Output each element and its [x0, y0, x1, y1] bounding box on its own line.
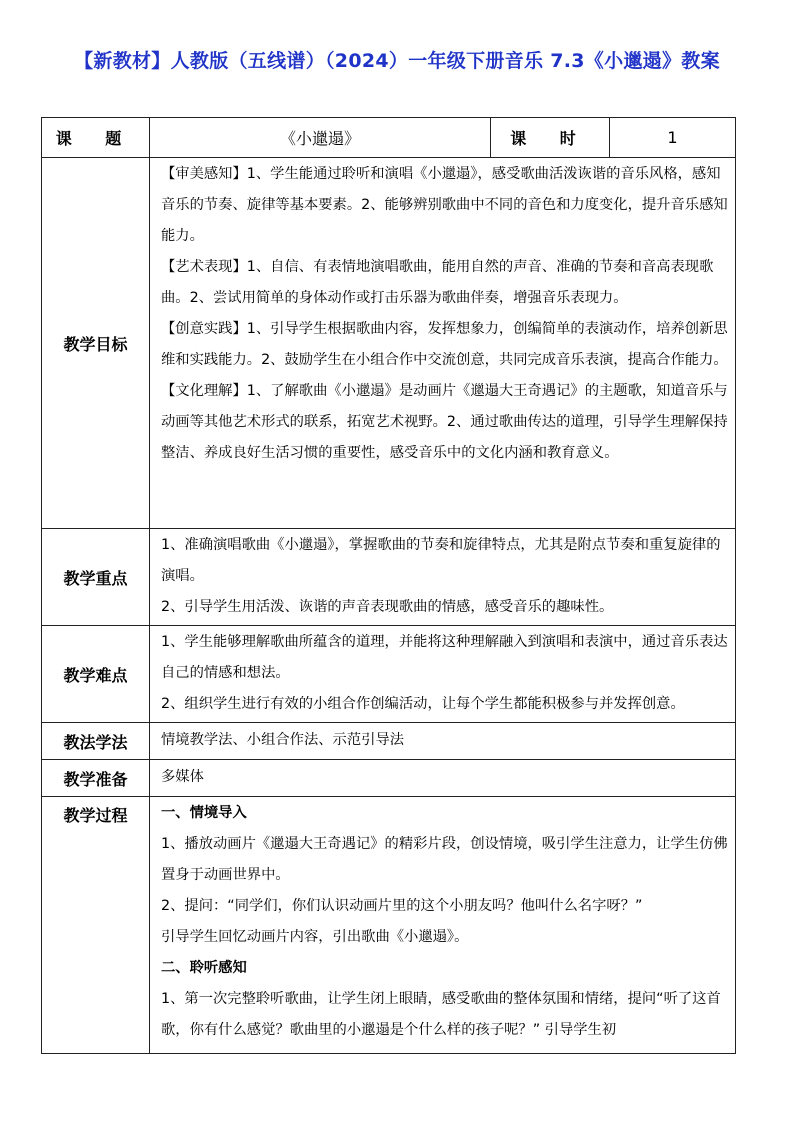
document-title: 【新教材】人教版（五线谱）（2024）一年级下册音乐 7.3《小邋遢》教案	[74, 50, 720, 72]
preparation-value: 多媒体	[150, 760, 736, 797]
methods-row	[42, 723, 736, 760]
key-points-content	[150, 529, 736, 626]
key-point-item: 2、引导学生用活泼、诙谐的声音表现歌曲的情感，感受音乐的趣味性。	[161, 599, 614, 615]
process-item: 2、提问：“同学们，你们认识动画片里的这个小朋友吗？他叫什么名字呀？”	[161, 898, 643, 914]
preparation-row	[42, 760, 736, 797]
section-title: 二、聆听感知	[161, 960, 247, 976]
section-title: 一、情境导入	[161, 805, 247, 821]
process-row	[42, 797, 736, 1054]
process-item: 引导学生回忆动画片内容，引出歌曲《小邋遢》。	[161, 929, 469, 945]
key-points-row	[42, 529, 736, 626]
objectives-row	[42, 158, 736, 529]
objectives-content	[150, 158, 736, 529]
period-value: 1	[610, 118, 736, 158]
objective-culture: 【文化理解】1、了解歌曲《小邋遢》是动画片《邋遢大王奇遇记》的主题歌，知道音乐与动画等其他艺术形式的联系，拓宽艺术视野。2、通过歌曲传达的道理，引导学生理解保持整洁、养成良好生活习惯的重要性，感受音乐中的文化内涵和教育意义。	[161, 383, 728, 461]
objective-creative: 【创意实践】1、引导学生根据歌曲内容，发挥想象力，创编简单的表演动作，培养创新思维和实践能力。2、鼓励学生在小组合作中交流创意，共同完成音乐表演，提高合作能力。	[161, 321, 728, 368]
objective-aesthetic: 【审美感知】1、学生能通过聆听和演唱《小邋遢》，感受歌曲活泼诙谐的音乐风格，感知音乐的节奏、旋律等基本要素。2、能够辨别歌曲中不同的音色和力度变化，提升音乐感知能力。	[161, 166, 728, 244]
topic-value: 《小邋遢》	[150, 118, 491, 158]
topic-label: 课 题	[42, 118, 150, 158]
process-label: 教学过程	[42, 797, 150, 1054]
difficulty-item: 1、学生能够理解歌曲所蕴含的道理，并能将这种理解融入到演唱和表演中，通过音乐表达自己的情感和想法。	[161, 634, 728, 681]
process-item: 1、播放动画片《邋遢大王奇遇记》的精彩片段，创设情境，吸引学生注意力，让学生仿佛置身于动画世界中。	[161, 836, 728, 883]
methods-value: 情境教学法、小组合作法、示范引导法	[150, 723, 736, 760]
objective-expression: 【艺术表现】1、自信、有表情地演唱歌曲，能用自然的声音、准确的节奏和音高表现歌曲。2、尝试用简单的身体动作或打击乐器为歌曲伴奏，增强音乐表现力。	[161, 259, 714, 306]
difficulties-content	[150, 626, 736, 723]
objectives-label: 教学目标	[42, 158, 150, 529]
lesson-plan-table	[41, 117, 736, 1054]
header-row	[42, 118, 736, 158]
key-points-label: 教学重点	[42, 529, 150, 626]
preparation-label: 教学准备	[42, 760, 150, 797]
process-content	[150, 797, 736, 1054]
difficulties-label: 教学难点	[42, 626, 150, 723]
difficulty-item: 2、组织学生进行有效的小组合作创编活动，让每个学生都能积极参与并发挥创意。	[161, 696, 685, 712]
key-point-item: 1、准确演唱歌曲《小邋遢》，掌握歌曲的节奏和旋律特点，尤其是附点节奏和重复旋律的演唱。	[161, 537, 721, 584]
difficulties-row	[42, 626, 736, 723]
period-label: 课 时	[491, 118, 610, 158]
methods-label: 教法学法	[42, 723, 150, 760]
process-item: 1、第一次完整聆听歌曲，让学生闭上眼睛，感受歌曲的整体氛围和情绪，提问“听了这首歌，你有什么感觉？歌曲里的小邋遢是个什么样的孩子呢？” 引导学生初	[161, 991, 721, 1038]
